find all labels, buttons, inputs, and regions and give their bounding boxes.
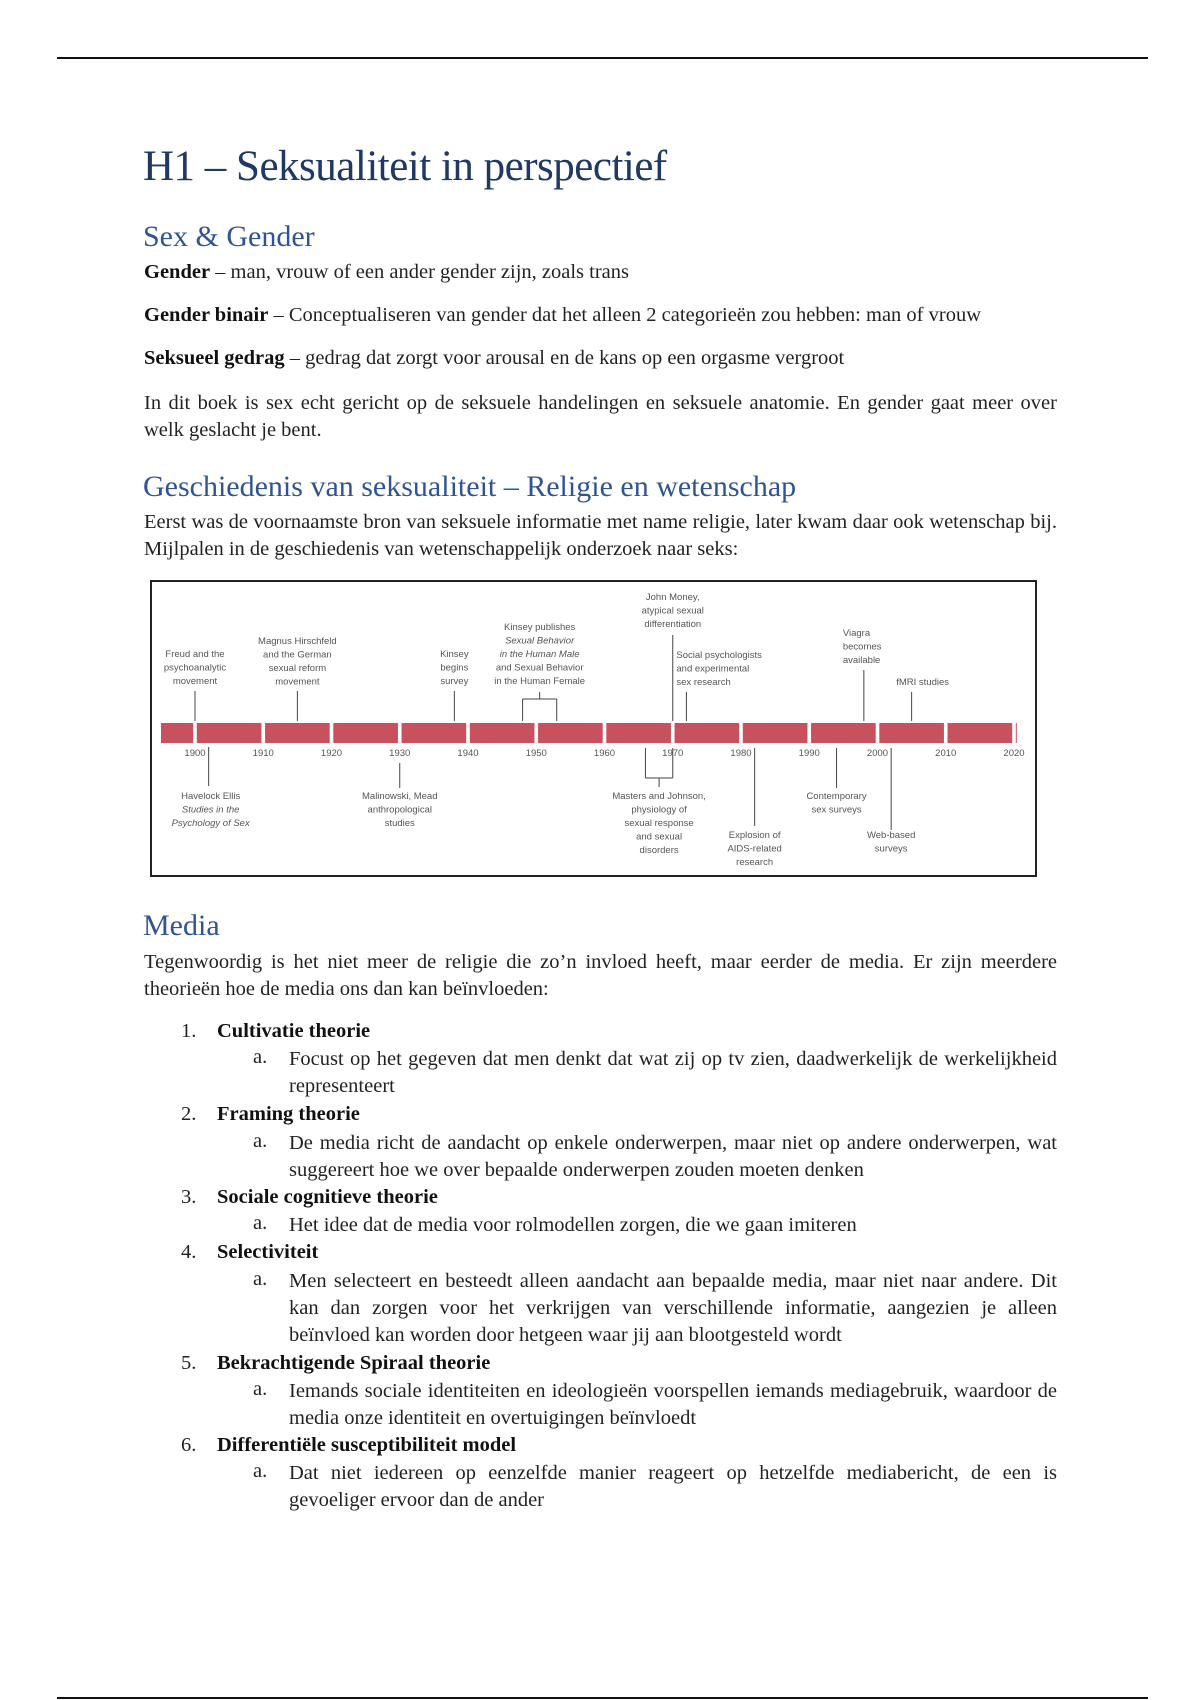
footer-rule <box>57 1697 1148 1699</box>
event-label: Masters and Johnson, <box>612 791 706 802</box>
event-label: sex research <box>676 677 731 688</box>
event-label: survey <box>440 676 469 687</box>
year-label: 2010 <box>935 748 957 759</box>
timeline-bar-segment <box>675 723 740 743</box>
definition-text: – Conceptualiseren van gender dat het alleen 2 categorieën zou hebben: man of vrouw <box>268 304 982 326</box>
definition-text: – man, vrouw of een ander gender zijn, zoals trans <box>210 261 630 283</box>
term: Gender <box>144 261 211 283</box>
list-number: 3. <box>181 1186 197 1208</box>
theory-name: Framing theorie <box>217 1103 360 1125</box>
event-label: atypical sexual <box>641 605 704 617</box>
heading-media: Media <box>143 909 220 942</box>
year-label: 1970 <box>662 748 684 759</box>
event-label: Psychology of Sex <box>171 818 250 829</box>
list-number: 6. <box>181 1434 197 1456</box>
sub-item-letter: a. <box>253 1046 268 1068</box>
theory-description: Focust op het gegeven dat men denkt dat wat zij op tv zien, daadwerkelijk de werkelijkheid representeert <box>289 1048 1057 1097</box>
definition-text: – gedrag dat zorgt voor arousal en de kans op een orgasme vergroot <box>284 347 845 369</box>
year-label: 2000 <box>866 748 889 759</box>
event-label: AIDS-related <box>727 843 782 855</box>
year-label: 1920 <box>320 748 343 759</box>
event-label: physiology of <box>631 804 687 816</box>
sub-item-letter: a. <box>253 1268 268 1290</box>
event-label: disorders <box>639 845 679 856</box>
timeline-bar-segment <box>265 723 330 743</box>
event-label: surveys <box>874 843 908 855</box>
event-label: Contemporary <box>806 791 867 802</box>
list-number: 4. <box>181 1241 197 1263</box>
event-label: studies <box>384 818 415 829</box>
paragraph-sex-gender: In dit boek is sex echt gericht op de seksuele handelingen en seksuele anatomie. En gender gaat meer over welk geslacht je bent. <box>144 392 1057 441</box>
event-label: Web-based <box>866 830 916 841</box>
timeline-bar-segment <box>197 723 262 743</box>
event-label: movement <box>172 676 218 687</box>
year-label: 1950 <box>525 748 547 759</box>
term: Seksueel gedrag <box>144 347 285 369</box>
paragraph-geschiedenis: Eerst was de voornaamste bron van seksuele informatie met name religie, later kwam daar ook wetenschap bij. Mijlpalen in de geschiedenis van wetenschappelijk onderzoek naar seks: <box>144 511 1057 560</box>
header-rule <box>57 57 1148 59</box>
event-label: available <box>842 655 881 666</box>
definition-seksueel-gedrag <box>144 345 1057 372</box>
list-number: 5. <box>181 1352 197 1374</box>
event-label: Havelock Ellis <box>181 791 241 802</box>
theory-name: Cultivatie theorie <box>217 1020 371 1042</box>
event-label: anthropological <box>367 804 432 816</box>
theory-description: De media richt de aandacht op enkele onderwerpen, maar niet op andere onderwerpen, wat suggereert hoe we over bepaalde onderwerpen zouden moeten denken <box>289 1132 1057 1181</box>
event-label: Freud and the <box>165 649 225 660</box>
theory-name: Differentiële susceptibiliteit model <box>217 1434 517 1456</box>
theory-description: Iemands sociale identiteiten en ideologieën voorspellen iemands mediagebruik, waardoor de media onze identiteit en overtuigingen beïnvloedt <box>289 1380 1057 1429</box>
list-number: 2. <box>181 1103 197 1125</box>
timeline-figure <box>150 580 1037 877</box>
event-label: and Sexual Behavior <box>495 662 584 674</box>
timeline-bar-segment <box>811 723 876 743</box>
year-label: 2020 <box>1003 748 1025 759</box>
theory-description: Het idee dat de media voor rolmodellen zorgen, die we gaan imiteren <box>289 1214 857 1236</box>
event-label: Viagra <box>842 628 871 639</box>
timeline-bar-segment <box>948 723 1013 743</box>
event-label: Kinsey <box>440 649 469 660</box>
timeline-bar-segment <box>470 723 535 743</box>
event-label: sexual reform <box>268 663 327 674</box>
definition-gender <box>144 259 1057 286</box>
event-label: and sexual <box>636 831 683 843</box>
sub-item-letter: a. <box>253 1130 268 1152</box>
heading-sex-gender: Sex & Gender <box>143 220 315 253</box>
event-label: sexual response <box>624 818 694 829</box>
event-label: movement <box>275 676 320 688</box>
sub-item-letter: a. <box>253 1212 268 1234</box>
event-label: in the Human Male <box>499 649 580 660</box>
list-number: 1. <box>181 1020 197 1042</box>
event-label: sex surveys <box>811 804 862 816</box>
year-label: 1910 <box>252 748 274 759</box>
term: Gender binair <box>144 304 269 326</box>
heading-geschiedenis: Geschiedenis van seksualiteit – Religie en wetenschap <box>143 470 797 503</box>
theory-name: Sociale cognitieve theorie <box>217 1186 438 1208</box>
event-label: fMRI studies <box>896 677 950 688</box>
event-label: and experimental <box>676 663 750 675</box>
timeline-bar-segment <box>538 723 603 743</box>
event-label: Magnus Hirschfeld <box>258 636 337 647</box>
event-label: Sexual Behavior <box>505 635 575 647</box>
theory-name: Bekrachtigende Spiraal theorie <box>217 1352 491 1374</box>
page-title: H1 – Seksualiteit in perspectief <box>143 143 667 190</box>
event-label: John Money, <box>645 592 700 603</box>
year-label: 1900 <box>184 748 206 759</box>
event-label: in the Human Female <box>494 676 586 687</box>
timeline-bar-segment <box>743 723 808 743</box>
event-label: Explosion of <box>728 830 781 841</box>
event-label: begins <box>440 662 469 674</box>
timeline-bar-segment <box>879 723 944 743</box>
paragraph-media: Tegenwoordig is het niet meer de religie die zo’n invloed heeft, maar eerder de media. Er zijn meerdere theorieën hoe de media ons dan kan beïnvloeden: <box>144 951 1057 1000</box>
year-label: 1930 <box>389 748 411 759</box>
sub-item-letter: a. <box>253 1378 268 1400</box>
event-label: differentiation <box>644 619 702 630</box>
event-label: Studies in the <box>181 804 240 816</box>
theory-description: Men selecteert en besteedt alleen aandacht aan bepaalde media, maar niet naar andere. Dit kan dan zorgen voor het verkrijgen van verschillende informatie, aangezien je alleen beïnvloed kan worden door hetgeen waar jij aan blootgesteld wordt <box>289 1270 1057 1346</box>
event-label: research <box>736 857 774 868</box>
definition-gender-binair <box>144 302 1057 329</box>
theory-description: Dat niet iedereen op eenzelfde manier reageert op hetzelfde mediabericht, de een is gevoeliger ervoor dan de ander <box>289 1462 1057 1511</box>
event-label: becomes <box>842 641 882 653</box>
year-label: 1980 <box>730 748 752 759</box>
timeline-bar-segment <box>402 723 467 743</box>
year-label: 1990 <box>798 748 820 759</box>
theory-name: Selectiviteit <box>217 1241 319 1263</box>
timeline-bar-segment <box>161 723 193 743</box>
event-label: Kinsey publishes <box>504 622 576 633</box>
event-label: and the German <box>263 649 332 661</box>
year-label: 1940 <box>457 748 479 759</box>
event-label: Social psychologists <box>676 650 762 661</box>
event-label: Malinowski, Mead <box>362 791 438 802</box>
timeline-bar-segment <box>1016 723 1017 743</box>
sub-item-letter: a. <box>253 1460 268 1482</box>
timeline-bar-segment <box>333 723 398 743</box>
year-label: 1960 <box>593 748 616 759</box>
timeline-svg <box>152 582 1035 875</box>
event-label: psychoanalytic <box>163 662 227 674</box>
timeline-bar-segment <box>606 723 671 743</box>
